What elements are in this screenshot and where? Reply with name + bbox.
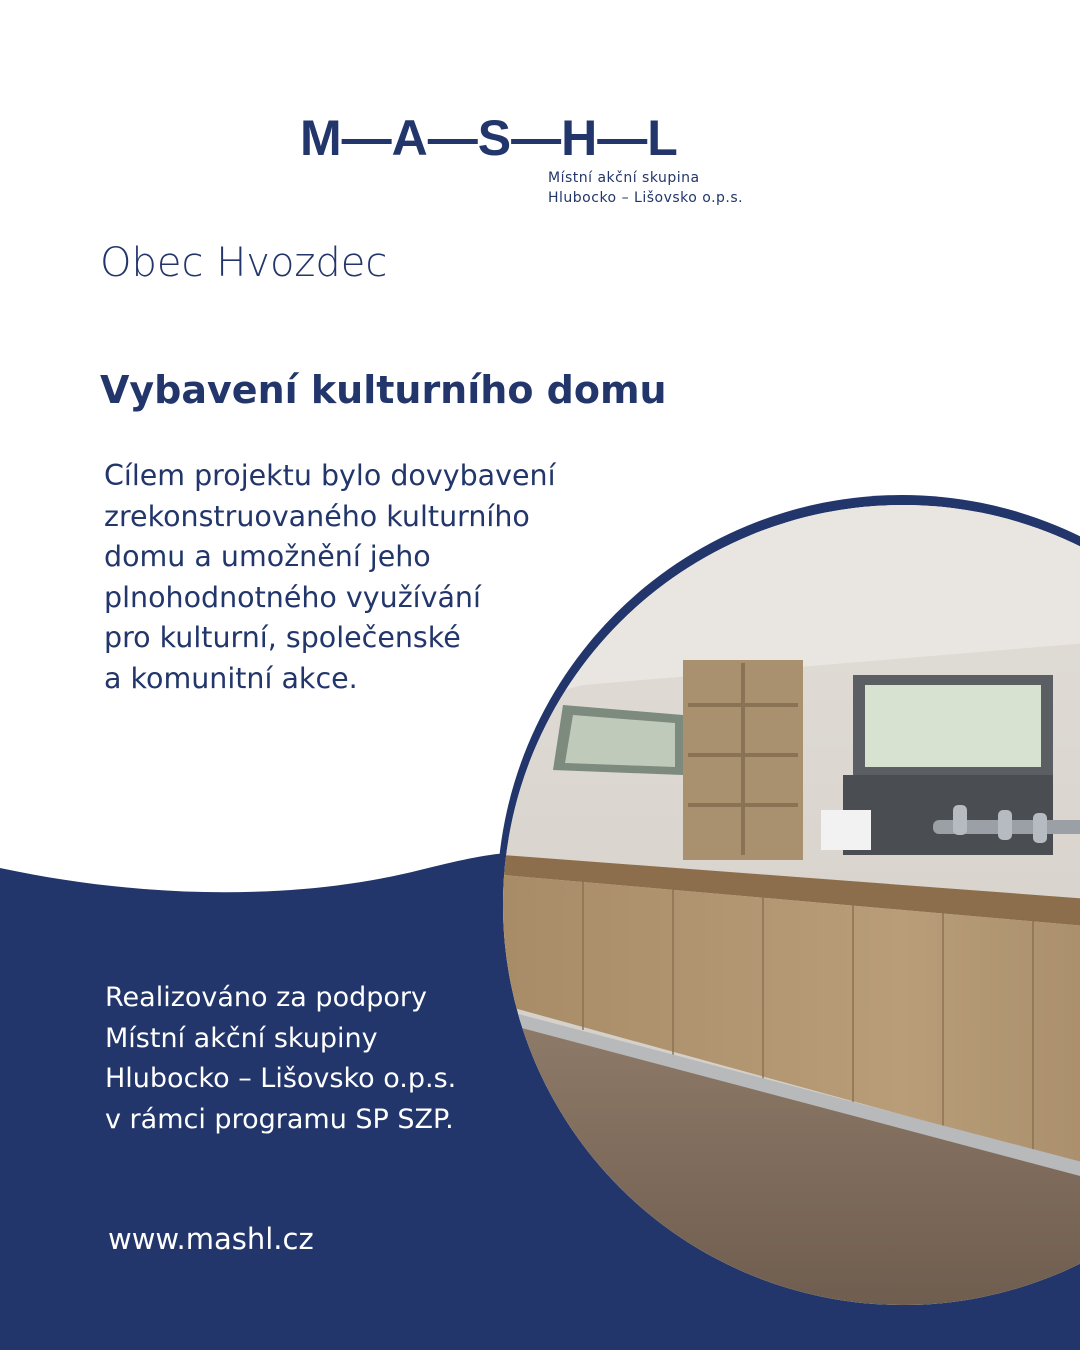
logo-subtitle (548, 168, 743, 208)
description-line: plnohodnotného využívání (104, 580, 481, 614)
support-line: v rámci programu SP SZP. (105, 1103, 454, 1135)
logo-subtitle-line-2: Hlubocko – Lišovsko o.p.s. (548, 190, 744, 206)
description-line: zrekonstruovaného kulturního (104, 499, 530, 533)
description-line: domu a umožnění jeho (104, 540, 431, 573)
logo-letters: M—A—S—H—L (300, 110, 678, 166)
project-description (104, 456, 624, 699)
description-line: a komunitní akce. (104, 661, 358, 695)
logo-subtitle-line-1: Místní akční skupina (548, 170, 700, 186)
support-line: Realizováno za podpory (105, 982, 427, 1013)
description-line: Cílem projektu bylo dovybavení (104, 459, 556, 492)
mashl-logo (300, 110, 780, 206)
municipality-name: Obec Hvozdec (100, 240, 388, 286)
support-line: Místní akční skupiny (105, 1022, 378, 1054)
project-title: Vybavení kulturního domu (100, 368, 667, 412)
website-link[interactable]: www.mashl.cz (108, 1222, 314, 1256)
support-line: Hlubocko – Lišovsko o.p.s. (105, 1063, 457, 1094)
support-statement (105, 978, 525, 1140)
description-line: pro kulturní, společenské (104, 621, 461, 654)
